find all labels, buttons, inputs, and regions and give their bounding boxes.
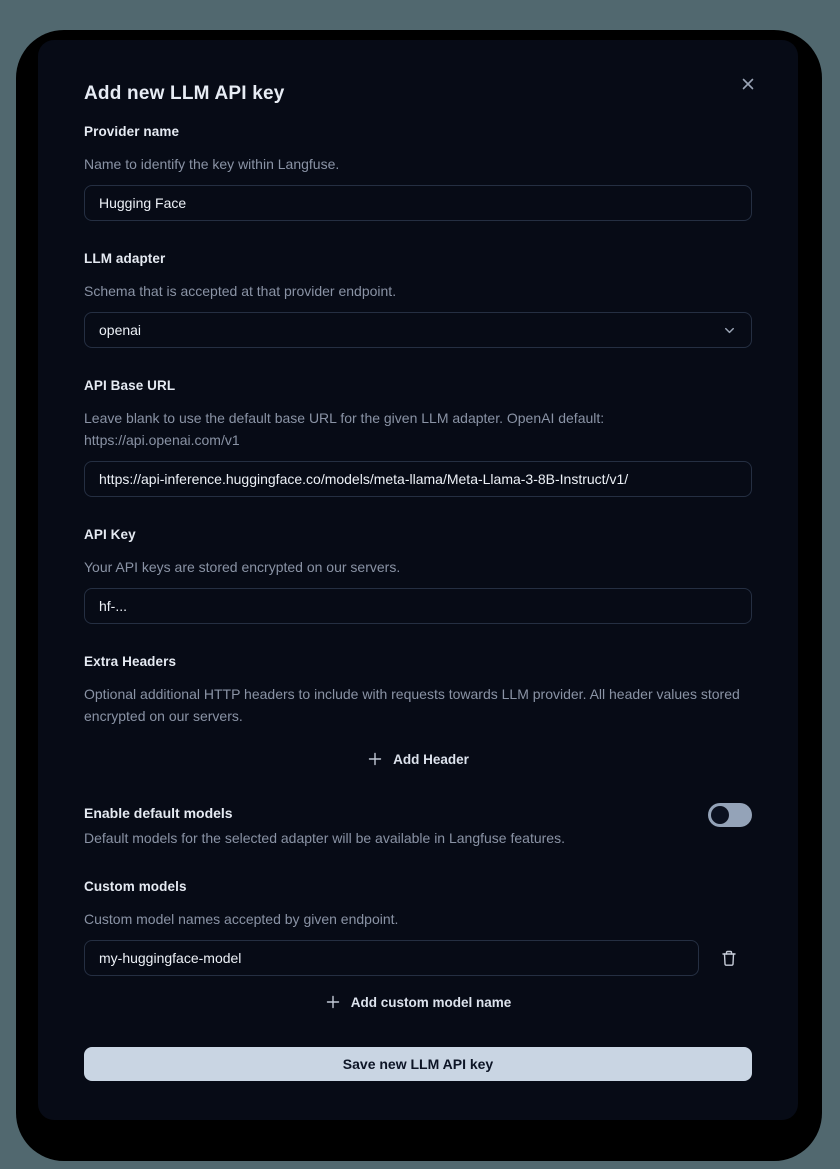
api-base-url-label: API Base URL: [84, 378, 176, 393]
llm-adapter-description: Schema that is accepted at that provider endpoint.: [84, 283, 397, 299]
x-icon: [740, 80, 756, 95]
provider-name-field: [84, 124, 752, 221]
extra-headers-field: [84, 654, 752, 727]
toggle-thumb: [711, 806, 729, 824]
plus-icon: [325, 994, 341, 1010]
provider-name-description: Name to identify the key within Langfuse.: [84, 156, 340, 172]
custom-models-description: Custom model names accepted by given endpoint.: [84, 911, 399, 927]
enable-default-models-label: Enable default models: [84, 805, 233, 821]
api-key-field: [84, 527, 752, 624]
enable-default-models-description: Default models for the selected adapter will be available in Langfuse features.: [84, 830, 565, 846]
add-header-button[interactable]: [361, 741, 475, 777]
llm-adapter-select[interactable]: [84, 312, 752, 348]
trash-icon: [720, 956, 738, 971]
llm-adapter-label: LLM adapter: [84, 251, 166, 266]
save-llm-api-key-button[interactable]: Save new LLM API key: [84, 1047, 752, 1081]
add-custom-model-button[interactable]: [319, 984, 518, 1020]
provider-name-input[interactable]: [84, 185, 752, 221]
dialog-header: [84, 82, 752, 106]
enable-default-models-text: [84, 803, 565, 849]
custom-model-row: [84, 940, 752, 976]
api-key-input[interactable]: [84, 588, 752, 624]
add-llm-api-key-dialog: [38, 40, 798, 1120]
close-button[interactable]: [738, 74, 758, 94]
add-header-button-label: Add Header: [393, 751, 469, 767]
api-key-label: API Key: [84, 527, 136, 542]
custom-model-input[interactable]: [84, 940, 699, 976]
api-base-url-field: [84, 378, 752, 497]
delete-custom-model-button[interactable]: [720, 949, 738, 968]
api-key-description: Your API keys are stored encrypted on our servers.: [84, 559, 401, 575]
dialog-title: Add new LLM API key: [84, 83, 285, 104]
plus-icon: [367, 751, 383, 767]
custom-models-field: [84, 879, 752, 976]
enable-default-models-toggle[interactable]: [708, 803, 752, 827]
custom-models-label: Custom models: [84, 879, 187, 894]
llm-adapter-field: [84, 251, 752, 348]
provider-name-label: Provider name: [84, 124, 180, 139]
extra-headers-label: Extra Headers: [84, 654, 177, 669]
api-base-url-input[interactable]: [84, 461, 752, 497]
llm-adapter-selected-value: openai: [99, 322, 142, 338]
extra-headers-description: Optional additional HTTP headers to include with requests towards LLM provider. All header values stored encrypted on our servers.: [84, 686, 740, 724]
enable-default-models-row: [84, 803, 752, 849]
api-base-url-description: Leave blank to use the default base URL for the given LLM adapter. OpenAI default: https://api.openai.com/v1: [84, 410, 605, 448]
chevron-down-icon: [722, 323, 737, 338]
add-custom-model-button-label: Add custom model name: [350, 994, 512, 1010]
